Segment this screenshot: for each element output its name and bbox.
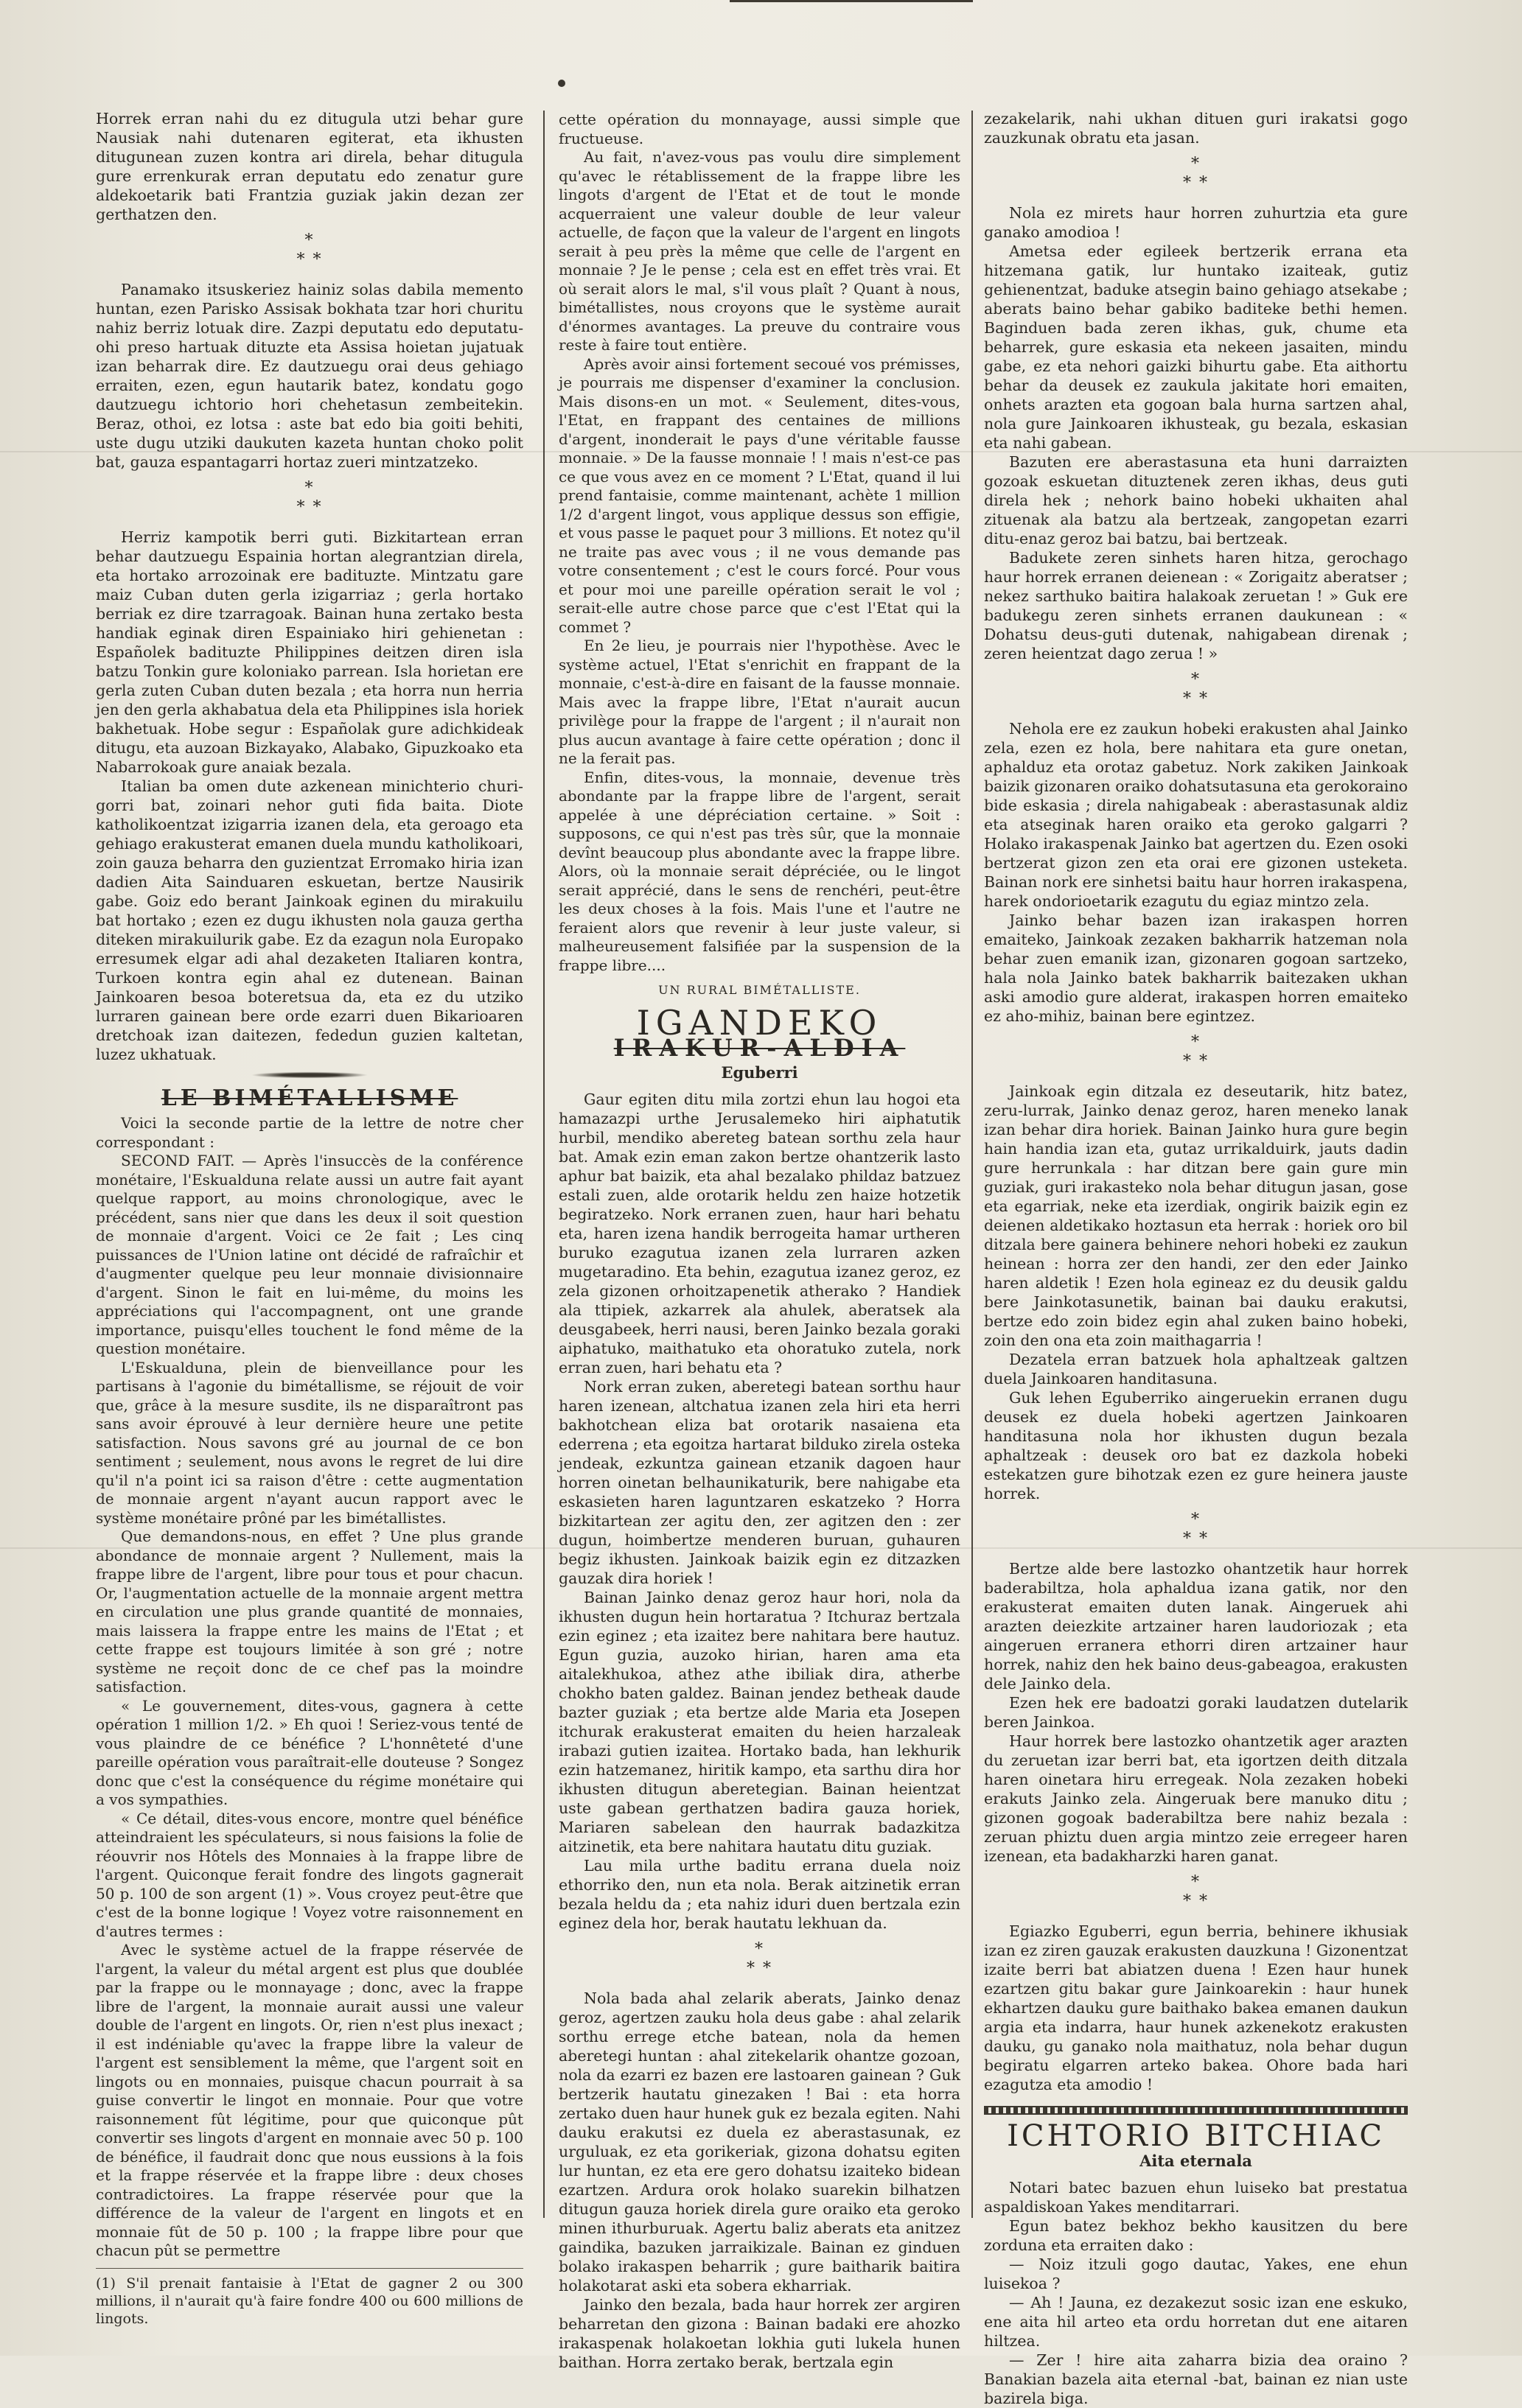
paragraph: Au fait, n'avez-vous pas voulu dire simplement qu'avec le rétablissement de la frappe libre les lingots d'argent de l'Etat et de tout le monde acquerraient une valeur double de leur valeur actuelle, de façon que la valeur de l'argent en lingots serait à peu près la même que celle de l'argent en monnaie ? Je le pense ; cela est en effet très vrai. Et où serait alors le mal, s'il vous plaît ? Quant à nous, bimétallistes, nous croyons que le système aurait d'énormes avantages. La preuve du contraire vous reste à faire tout entière. bbox=[559, 148, 960, 354]
column-right bbox=[984, 109, 1408, 2407]
paragraph: En 2e lieu, je pourrais nier l'hypothèse. Avec le système actuel, l'Etat s'enrichit en frappant de la monnaie, c'est-à-dire en faisant de la fausse monnaie. Mais avec la frappe libre, l'Etat n'aurait aucun privilège pour la frappe de l'argent ; il n'aurait non plus aucun avantage à faire cette opération ; donc il ne la ferait pas. bbox=[559, 637, 961, 767]
subhead-eguberri: Eguberri bbox=[721, 1063, 798, 1082]
article-ichtorio bbox=[984, 2178, 1408, 2408]
article-panama bbox=[96, 280, 523, 472]
article-foreign-news bbox=[96, 528, 523, 1064]
paragraph: — Ah ! Jauna, ez dezakezut sosic izan ene eskuko, ene aita hil arteo eta ordu horretan dut ene aitaren hiltzea. bbox=[984, 2294, 1408, 2350]
torn-edge-mark bbox=[730, 0, 973, 18]
paragraph: Egun batez bekhoz bekho kausitzen du bere zorduna eta erraiten dako : bbox=[984, 2217, 1408, 2254]
article-bimetallisme-continued bbox=[559, 111, 960, 975]
paragraph: Jainko den bezala, bada haur horrek zer argiren beharretan den gizona : Bainan badaki ere ahozko irakaspenak holakoetan lokhia guti lukela hunen baithan. Horra zertako berak, bertzala egin bbox=[559, 2296, 960, 2371]
paragraph: Notari batec bazuen ehun luiseko bat prestatua aspaldiskoan Yakes menditarrari. bbox=[984, 2179, 1408, 2216]
paragraph: Avec le système actuel de la frappe réservée de l'argent, la valeur du métal argent est plus que doublée par la frappe ou le monnayage ; donc, avec la frappe libre de l'argent, la monnaie aurait aussi une valeur double de l'argent en lingots. Or, rien n'est plus inexact ; il est indéniable qu'avec la frappe libre la valeur de l'argent est sensiblement la même, que l'argent soit en lingots ou en monnaies, puisque chacun pourrait à sa guise convertir le lingot en monnaie. Pour que votre raisonnement fût légitime, pour que quiconque pût convertir ses lingots d'argent en monnaie avec 50 p. 100 de bénéfice, il faudrait donc que nous eussions à la fois et la frappe réservée et la frappe libre : deux choses contradictoires. La frappe réservée pour que la différence de la valeur de l'argent en lingots et en monnaie fût de 50 p. 100 ; la frappe libre pour que chacun pût se permettre bbox=[96, 1941, 523, 2259]
headline-ichtorio-bitchiac: ICHTORIO BITCHIAC bbox=[1007, 2119, 1385, 2153]
paragraph: L'Eskualduna, plein de bienveillance pour les partisans à l'agonie du bimétallisme, se réjouit de voir que, grâce à la mesure susdite, ils ne disparaîtront pas sans avoir éprouvé à leur dernière heure une petite satisfaction. Nous savons gré au journal de ce bon sentiment ; seulement, nous avons le regret de lui dire qu'il n'a point ici sa raison d'être : cette augmentation de monnaie argent n'ayant aucun rapport avec le système monétaire prôné par les bimétallistes. bbox=[96, 1358, 523, 1527]
paragraph: Enfin, dites-vous, la monnaie, devenue très abondante par la frappe libre de l'argent, serait appelée à une dépréciation certaine. » Soit : supposons, ce qui n'est pas très sûr, que la monnaie devînt beaucoup plus abondante avec la frappe libre. Alors, où la monnaie serait dépréciée, ou le lingot serait apprécié, dans le sens de renchéri, peut-être les deux choses à la fois. Mais l'une et l'autre ne feraient alors que revenir à leur juste valeur, si malheureusement falsifiée par la suspension de la frappe libre.... bbox=[559, 768, 960, 974]
paragraph: Dezatela erran batzuek hola aphaltzeak galtzen duela Jainkoaren handitasuna. bbox=[984, 1351, 1408, 1387]
section-stars: * * * bbox=[296, 231, 323, 269]
paragraph: Après avoir ainsi fortement secoué vos prémisses, je pourrais me dispenser d'examiner la conclusion. Mais disons-en un mot. « Seulement, dites-vous, l'Etat, en frappant des centaines de millions d'argent, inonderait le pays d'une véritable fausse monnaie. » De la fausse monnaie ! ! mais n'est-ce pas ce que vous avez en ce moment ? L'Etat, quand il lui prend fantaisie, comme maintenant, achète 1 million 1/2 d'argent lingot, vous applique dessus son effigie, et vous passe le paquet pour 3 millions. Et notez qu'il ne traite pas avec vous ; il ne vous demande pas votre consentement ; c'est le cours forcé. Pour vous et pour moi une pareille opération serait le vol ; serait-elle autre chose parce que c'est l'Etat qui la commet ? bbox=[559, 354, 960, 636]
paragraph: Bertze alde bere lastozko ohantzetik haur horrek baderabiltza, hola aphaldua izana gatik, nor den erakusterat emaiten duten lanak. Aingeruek ahi arazten deiezkite artzainer haren laudoriozak ; eta aingeruen erranera ethorri diren artzainer haur horrek, nahiz den hek baino deus-gabeagoa, erakusten dele Jainko dela. bbox=[984, 1560, 1408, 1693]
article-eguberri-continued bbox=[984, 109, 1408, 147]
column-rule bbox=[971, 111, 973, 2218]
ink-dot bbox=[558, 80, 565, 87]
article-eguberri-part5 bbox=[984, 1082, 1408, 1503]
separator-flourish bbox=[243, 1071, 376, 1079]
section-stars: * * * bbox=[1183, 155, 1209, 192]
paragraph: Gaur egiten ditu mila zortzi ehun lau hogoi eta hamazazpi urthe Jerusalemeko hiri aiphatutik hurbil, mendiko abereteg batean sorthu zela haur bat. Amak ezin eman zakon bertze ohantzerik lasto aphur bat baizik, eta ahal bezalako phildaz batzuez estali zuen, alde orotarik heldu zen haize hotzetik begiratzeko. Nork erranen zuen, haur hari behatu eta, haren izena handik berrogeita hamar urtheren buruko ezagutua izanen zela lurraren azken mugetaradino. Eta behin, ezagutua izanez geroz, ez zela gizonen orhoitzapenetik atherako ? Handiek ala ttipiek, azkarrek ala ahulek, aberatsek ala deusgabeek, herri nausi, beren Jainko bezala goraki aiphatuko, maithatuko eta ohoratuko zutela, nork erran zuen, hari behatu eta ? bbox=[559, 1091, 960, 1376]
paragraph: Jainko behar bazen izan irakaspen horren emaiteko, Jainkoak zezaken bakharrik hatzeman nola behar zuen emanik izan, gizonaren gogoan sartzeko, hala nola Jainko batek bakharrik baitezaken ukhan aski amodio gure alderat, irakaspen horren emaiteko ez aho-mihiz, bainan bere egintzez. bbox=[984, 911, 1408, 1025]
paragraph: Egiazko Eguberri, egun berria, behinere ikhusiak izan ez ziren gauzak erakusten dauzkuna ! Gizonentzat izaite berri bat abiatzen duena ! Ezen haur hunek ezartzen gitu bakar gure Jainkoarekin : haur hunek ekhartzen dauku gure baithako bakea emanen daukun argia eta indarra, haur hunek azkenekotz erakusten dauku, gu ganako nola maithatuz, nola behar dugun begiratu elgarren arteko bakea. Ohore bada hari ezagutza eta amodio ! bbox=[984, 1922, 1408, 2093]
paragraph: Bainan Jainko denaz geroz haur hori, nola da ikhusten dugun hein hortaratua ? Itchuraz bertzala ezin eginez ; eta izaitez bere nahitara bere hautuz. Egun guzia, auzoko hirian, haren ama eta aitalekhukoa, athez athe ibiliak dira, atherbe chokho baten galdez. Bainan jendez betheak daude bazter guziak ; eta bertze alde Maria eta Josepen itchurak erakusterat emaiten du heien harzaleak irabazi gutien izaitea. Hortako bada, han lekhurik ezin hatzemanez, hiritik kampo, eta sarthu dira hor ikhusten ditugun aberetegian. Bainan heientzat uste gabean gerthatzen badira gauza horiek, Mariaren sabelean den haurrak badazkitza aitzinetik, eta bere nahitara hautatu ditu guziak. bbox=[559, 1589, 960, 1855]
section-stars: * * * bbox=[747, 1940, 772, 1978]
article-eguberri bbox=[559, 1090, 960, 1933]
article-eguberri-part7 bbox=[984, 1922, 1408, 2094]
paragraph: SECOND FAIT. — Après l'insuccès de la conférence monétaire, l'Eskualduna relate aussi un autre fait ayant quelque rapport, au moins chronologique, avec le précédent, sans nier que dans les deux il soit question de monnaie d'argent. Voici ce 2e fait ; Les cinq puissances de l'Union latine ont décidé de rafraîchir et d'augmenter quelque peu leur monnaie divisionnaire d'argent. Sinon le fait en lui-même, du moins les appréciations qui l'accompagnent, ont une grande importance, puisqu'elles touchent le fond même de la question monétaire. bbox=[96, 1152, 523, 1357]
paragraph: Que demandons-nous, en effet ? Une plus grande abondance de monnaie argent ? Nullement, mais la frappe libre de l'argent, libre pour tous et pour chacun. Or, l'augmentation actuelle de la monnaie argent mettra en circulation une plus grande quantité de monnaies, mais laissera la frappe entre les mains de l'Etat ; et cette frappe est toujours limitée à son gré ; notre système ne reçoit donc de ce chef pas la moindre satisfaction. bbox=[96, 1527, 523, 1695]
paragraph: — Zer ! hire aita zaharra bizia dea oraino ? Banakian bazela aita eternal -bat, bainan ez nian uste bazirela biga. bbox=[984, 2351, 1408, 2407]
paragraph: Nehola ere ez zaukun hobeki erakusten ahal Jainko zela, ezen ez hola, bere nahitara eta gure onetan, aphalduz eta orotaz gabetuz. Nork zakiken Jainkoak baizik gizonaren oraiko dohatsutasuna eta gerokoraino bide eskasia ; direla nahigabeak : aberastasunak aldiz eta atseginak haren oraiko eta geroko galgarri ? Holako irakaspenak Jainko bat agertzen du. Ezen osoki bertzerat gizon zen eta orai ere gizonen usteketa. Bainan nork ere sinhetsi baitu haur horren irakaspena, harek ondorioetarik ezagutu du egiaz mintzo zela. bbox=[984, 720, 1408, 910]
paragraph: Haur horrek bere lastozko ohantzetik ager arazten du zeruetan izar berri bat, eta igortzen deith ditzala haren oinetara hiru erregeak. Nola zezaken hobeki erakuts Jainko zela. Aingeruak bere manuko ditu ; gizonen gogoak baderabiltza bere nahiz bezala : zeruan phiztu duen argia mintzo zeie erregeer haren izenean, eta badakharzki haren ganat. bbox=[984, 1732, 1408, 1865]
separator-band bbox=[984, 2106, 1408, 2115]
paragraph: zezakelarik, nahi ukhan dituen guri irakatsi gogo zauzkunak obratu eta jasan. bbox=[984, 110, 1408, 147]
paragraph: Jainkoak egin ditzala ez deseutarik, hitz batez, zeru-lurrak, Jainko denaz geroz, haren meneko lanak izan behar dira horiek. Bainan Jainko hura gure begin hain handia izan eta, gutaz urrikalduirk, jauts dadin gure herrunkala : har ditzan bere gain gure min guziak, guri irakasteko nola behar ditugun jasan, gose eta egarriak, neke eta izerdiak, ongirik baizik egin ez deienen aldetikako hoztasun eta herrak : horiek oro bil ditzala bere gainera behinere nehori hobeki ez zaukun heinean : horra zer den handi, zer den eder Jainko haren aldetik ! Ezen hola egineaz ez du deusik galdu bere Jainkotasunetik, bainan bai dauku erakutsi, bertze edo zoin bidez egin ahal zuken baino hobeki, zoin den ona eta zoin maithagarria ! bbox=[984, 1082, 1408, 1349]
paragraph: Ezen hek ere badoatzi goraki laudatzen dutelarik beren Jainkoa. bbox=[984, 1694, 1408, 1731]
article-eguberri-part3 bbox=[984, 203, 1408, 663]
subhead-aita-eternala: Aita eternala bbox=[1139, 2152, 1252, 2170]
paragraph: Italian ba omen dute azkenean minichterio churi-gorri bat, zoinari nehor guti fida baita. Diote katholikoentzat izigarria izanen dela, eta geroago eta gehiago erakusterat emanen duela mundu katholikoari, zoin gauza beharra den guzientzat Erromako hiria izan dadien Aita Sainduaren eskuetan, bertze Nausirik gabe. Goiz edo berant Jainkoak eginen du mirakuilu bat hortako ; ezen ez dugu ikhusten nola gauza gertha diteken mirakuilurik gabe. Ez da ezagun nola Europako erresumek elgar adi ahal dezaketen Italiaren kontra, Turkoen kontra egin ahal ez dutenean. Bainan Jainkoaren besoa boteretsua da, eta ez du utziko lurraren gainean bere orde ezarri duen Bikarioaren dretchoak izan daitezen, fededun guzien kaltetan, luzez ukhatuak. bbox=[96, 777, 523, 1063]
paragraph: Guk lehen Eguberriko aingeruekin erranen dugu deusek ez duela hobeki agertzen Jainkoaren handitasuna nola hor ikhusten dugun bezala aphaltzeak : deusek oro bat ez dazkola hobeki estekatzen gure bihotzak ezen ez gure heinera jauste horrek. bbox=[984, 1389, 1408, 1502]
headline-irakur-aldia: IRAKUR-ALDIA bbox=[613, 1034, 906, 1062]
headline-bimetallisme: LE BIMÉTALLISME bbox=[161, 1085, 458, 1111]
paragraph: Nola bada ahal zelarik aberats, Jainko denaz geroz, agertzen zauku hola deus gabe : ahal zelarik sorthu errege etche batean, nola da hemen aberetegi huntan : ahal zitekelarik ohantze gozoan, nola da ezarri ez bazen ere lastoaren gainean ? Guk bertzerik hautatu ginezaken ! Bai : eta horra zertako duen haur hunek guk ez bezala egiten. Nahi dauku erakutsi ez duela ez aberastasunak, ez urguluak, ez eta gorikeriak, gizona dohatsu egiten lur huntan, ez eta ere gero dohatsu izaiteko bidean ezartzen. Ardura orok holako suarekin bilhatzen ditugun gauza horiek direla gure oraiko eta geroko minen ithurburuak. Agertu baliz aberats eta anitzez gaindika, bazuken jarraikizale. Bainan ez ginduen bolako irakaspen beharrik ; gure baitharik baitira holakotarat aski eta sobera ekharriak. bbox=[559, 1989, 960, 2295]
paragraph: Nork erran zuken, aberetegi batean sorthu haur haren izenean, altchatua izanen zela hiri eta herri bakhotchean eliza bat orotarik nasaiena eta ederrena ; eta egoitza hartarat bilduko zirela osteka jendeak, ezkuntza gainean etzanik dagoen haur horren oinetan belhaunikaturik, bere nahigabe eta eskasieten haren laguntzaren eskatzeko ? Horra bizkitartean zer agitu den, zer agitzen den : zer dugun, hoimbertze menderen buruan, guhauren begiz ikhusten. Jainkoak baizik egin ez ditzazken gauzak dira horiek ! bbox=[559, 1378, 960, 1587]
section-stars: * * * bbox=[1183, 1511, 1209, 1548]
signature: UN RURAL BIMÉTALLISTE. bbox=[658, 983, 861, 997]
paragraph: Bazuten ere aberastasuna eta huni darraizten gozoak eskuetan dituztenek zeren ikhas, deus guti direla hek ; nehork baino hobeki ukhaiten ahal zituenak ala batzu ala bertzeak, zangopetan ezarri ditu-enaz geroz bai batzu, bai bertzeak. bbox=[984, 453, 1408, 547]
headline-igandeko: IGANDEKO bbox=[636, 1003, 883, 1043]
article-bimetallisme bbox=[96, 1114, 523, 2261]
section-stars: * * * bbox=[1183, 1033, 1209, 1071]
column-middle bbox=[559, 111, 961, 2371]
paragraph: Herriz kampotik berri guti. Bizkitartean erran behar dautzuegu Espainia hortan alegrantzian direla, eta hortako arrozoinak ere badituzte. Mintzatu gare maiz Cuban duten gerla izigarriaz ; gerla hortako berriak ez dire tzarragoak. Bainan huna zertako besta handiak eginak diren Espainiako hiri gehienetan : Españolek badituzte Philippines deitzen diren isla batzu Tonkin gure koloniako parrean. Isla horietan ere gerla zuten Cuban duten bezala ; eta horra nun herria jen den gerla akhabatua dela eta Philippines isla horiek bakhetuak. Hobe segur : Españolak gure adichkideak ditugu, eta auzoan Bizkayako, Alabako, Gipuzkoako eta Nabarrokoak gure anaiak bezala. bbox=[96, 528, 523, 776]
column-left bbox=[96, 109, 523, 2327]
paragraph: Badukete zeren sinhets haren hitza, gerochago haur horrek erranen deienean : « Zorigaitz aberatser ; nekez sarthuko baitira halakoak zeruetan ! » Guk ere badukegu zeren sinhets erranen daukunean : « Dohatsu deus-guti dutenak, nahigabean direnak ; zeren heientzat dago zerua ! » bbox=[984, 549, 1408, 662]
paragraph: cette opération du monnayage, aussi simple que fructueuse. bbox=[559, 111, 960, 147]
paragraph: « Le gouvernement, dites-vous, gagnera à cette opération 1 million 1/2. » Eh quoi ! Seriez-vous tenté de vous plaindre de ce bénéfice ? L'honnêteté d'une pareille opération vous paraîtrait-elle douteuse ? Songez donc que c'est la conséquence du régime monétaire qui a vos sympathies. bbox=[96, 1696, 523, 1808]
paragraph: Lau mila urthe baditu errana duela noiz ethorriko den, nun eta nola. Berak aitzinetik erran bezala heldu da ; eta nahiz iduri duen bertzala ezin eginez dela hor, berak hautatu lekhuan da. bbox=[559, 1857, 960, 1932]
article-politics bbox=[96, 109, 523, 224]
paragraph: « Ce détail, dites-vous encore, montre quel bénéfice atteindraient les spéculateurs, si nous faisions la folie de réouvrir nos Hôtels des Monnaies à la frappe libre de l'argent. Quiconque ferait fondre des lingots gagnerait 50 p. 100 de son argent (1) ». Vous croyez peut-être que c'est de la bonne logique ! Voyez votre raisonnement en d'autres termes : bbox=[96, 1809, 523, 1940]
article-eguberri-part6 bbox=[984, 1559, 1408, 1866]
paragraph: Horrek erran nahi du ez ditugula utzi behar gure Nausiak nahi dutenaren egiterat, eta ikhusten ditugunean zuzen kontra ari direla, behar ditugula gure errenkurak erran deputatu edo zenatur gure aldekoetarik bati Frantzia guziak jakin dezan zer gerthatzen den. bbox=[96, 110, 523, 223]
paragraph: Ametsa eder egileek bertzerik errana eta hitzemana gatik, lur huntako izaiteak, gutiz gehienentzat, baduke atsegin baino gehiago atsekabe ; aberats baino behar gabiko baditeke bethi hemen. Baginduen bada zeren ikhas, guk, chume eta beharrek, gure eskasia eta nekeen jasaiten, mindu gabe, ez eta nehori gaizki bihurtu gabe. Eta aithortu behar da deusek ez zaukula jakitate hori emaiten, onhets arazten eta gogoan bala hurna sartzen ahal, nola gure Jainkoaren ikhusteak, gu bezala, eskasian eta nahi gabean. bbox=[984, 242, 1408, 452]
column-rule bbox=[543, 111, 545, 2218]
article-eguberri-part2 bbox=[559, 1989, 960, 2372]
section-stars: * * * bbox=[1183, 1873, 1209, 1911]
section-stars: * * * bbox=[1183, 671, 1209, 708]
section-stars: * * * bbox=[296, 479, 323, 517]
paragraph: Voici la seconde partie de la lettre de notre cher correspondant : bbox=[96, 1114, 523, 1151]
paragraph: — Noiz itzuli gogo dautac, Yakes, ene ehun luisekoa ? bbox=[984, 2255, 1408, 2292]
article-eguberri-part4 bbox=[984, 719, 1408, 1026]
footnote: (1) S'il prenait fantaisie à l'Etat de gagner 2 ou 300 millions, il n'aurait qu'à faire fondre 400 ou 600 millions de lingots. bbox=[96, 2268, 523, 2328]
paragraph: Nola ez mirets haur horren zuhurtzia eta gure ganako amodioa ! bbox=[984, 204, 1408, 241]
paragraph: Panamako itsuskeriez hainiz solas dabila memento huntan, ezen Parisko Assisak bokhata tzar hori churitu nahiz berriz lotuak dire. Zazpi deputatu edo deputatu-ohi preso hartuak dituzte eta Assisa hoietan jujatuak izan beharrak dire. Ez dautzuegu orai deus gehiago erraiten, ezen, egun hautarik batez, kondatu gogo dautzuegu ichtorio hori chehetasun zembeitekin. Beraz, othoi, ez lotsa : aste bat edo bia goiti behiti, uste dugu utziki daukuten kazeta huntan choko polit bat, gauza espantagarri hortaz zueri mintzatzeko. bbox=[96, 281, 523, 471]
